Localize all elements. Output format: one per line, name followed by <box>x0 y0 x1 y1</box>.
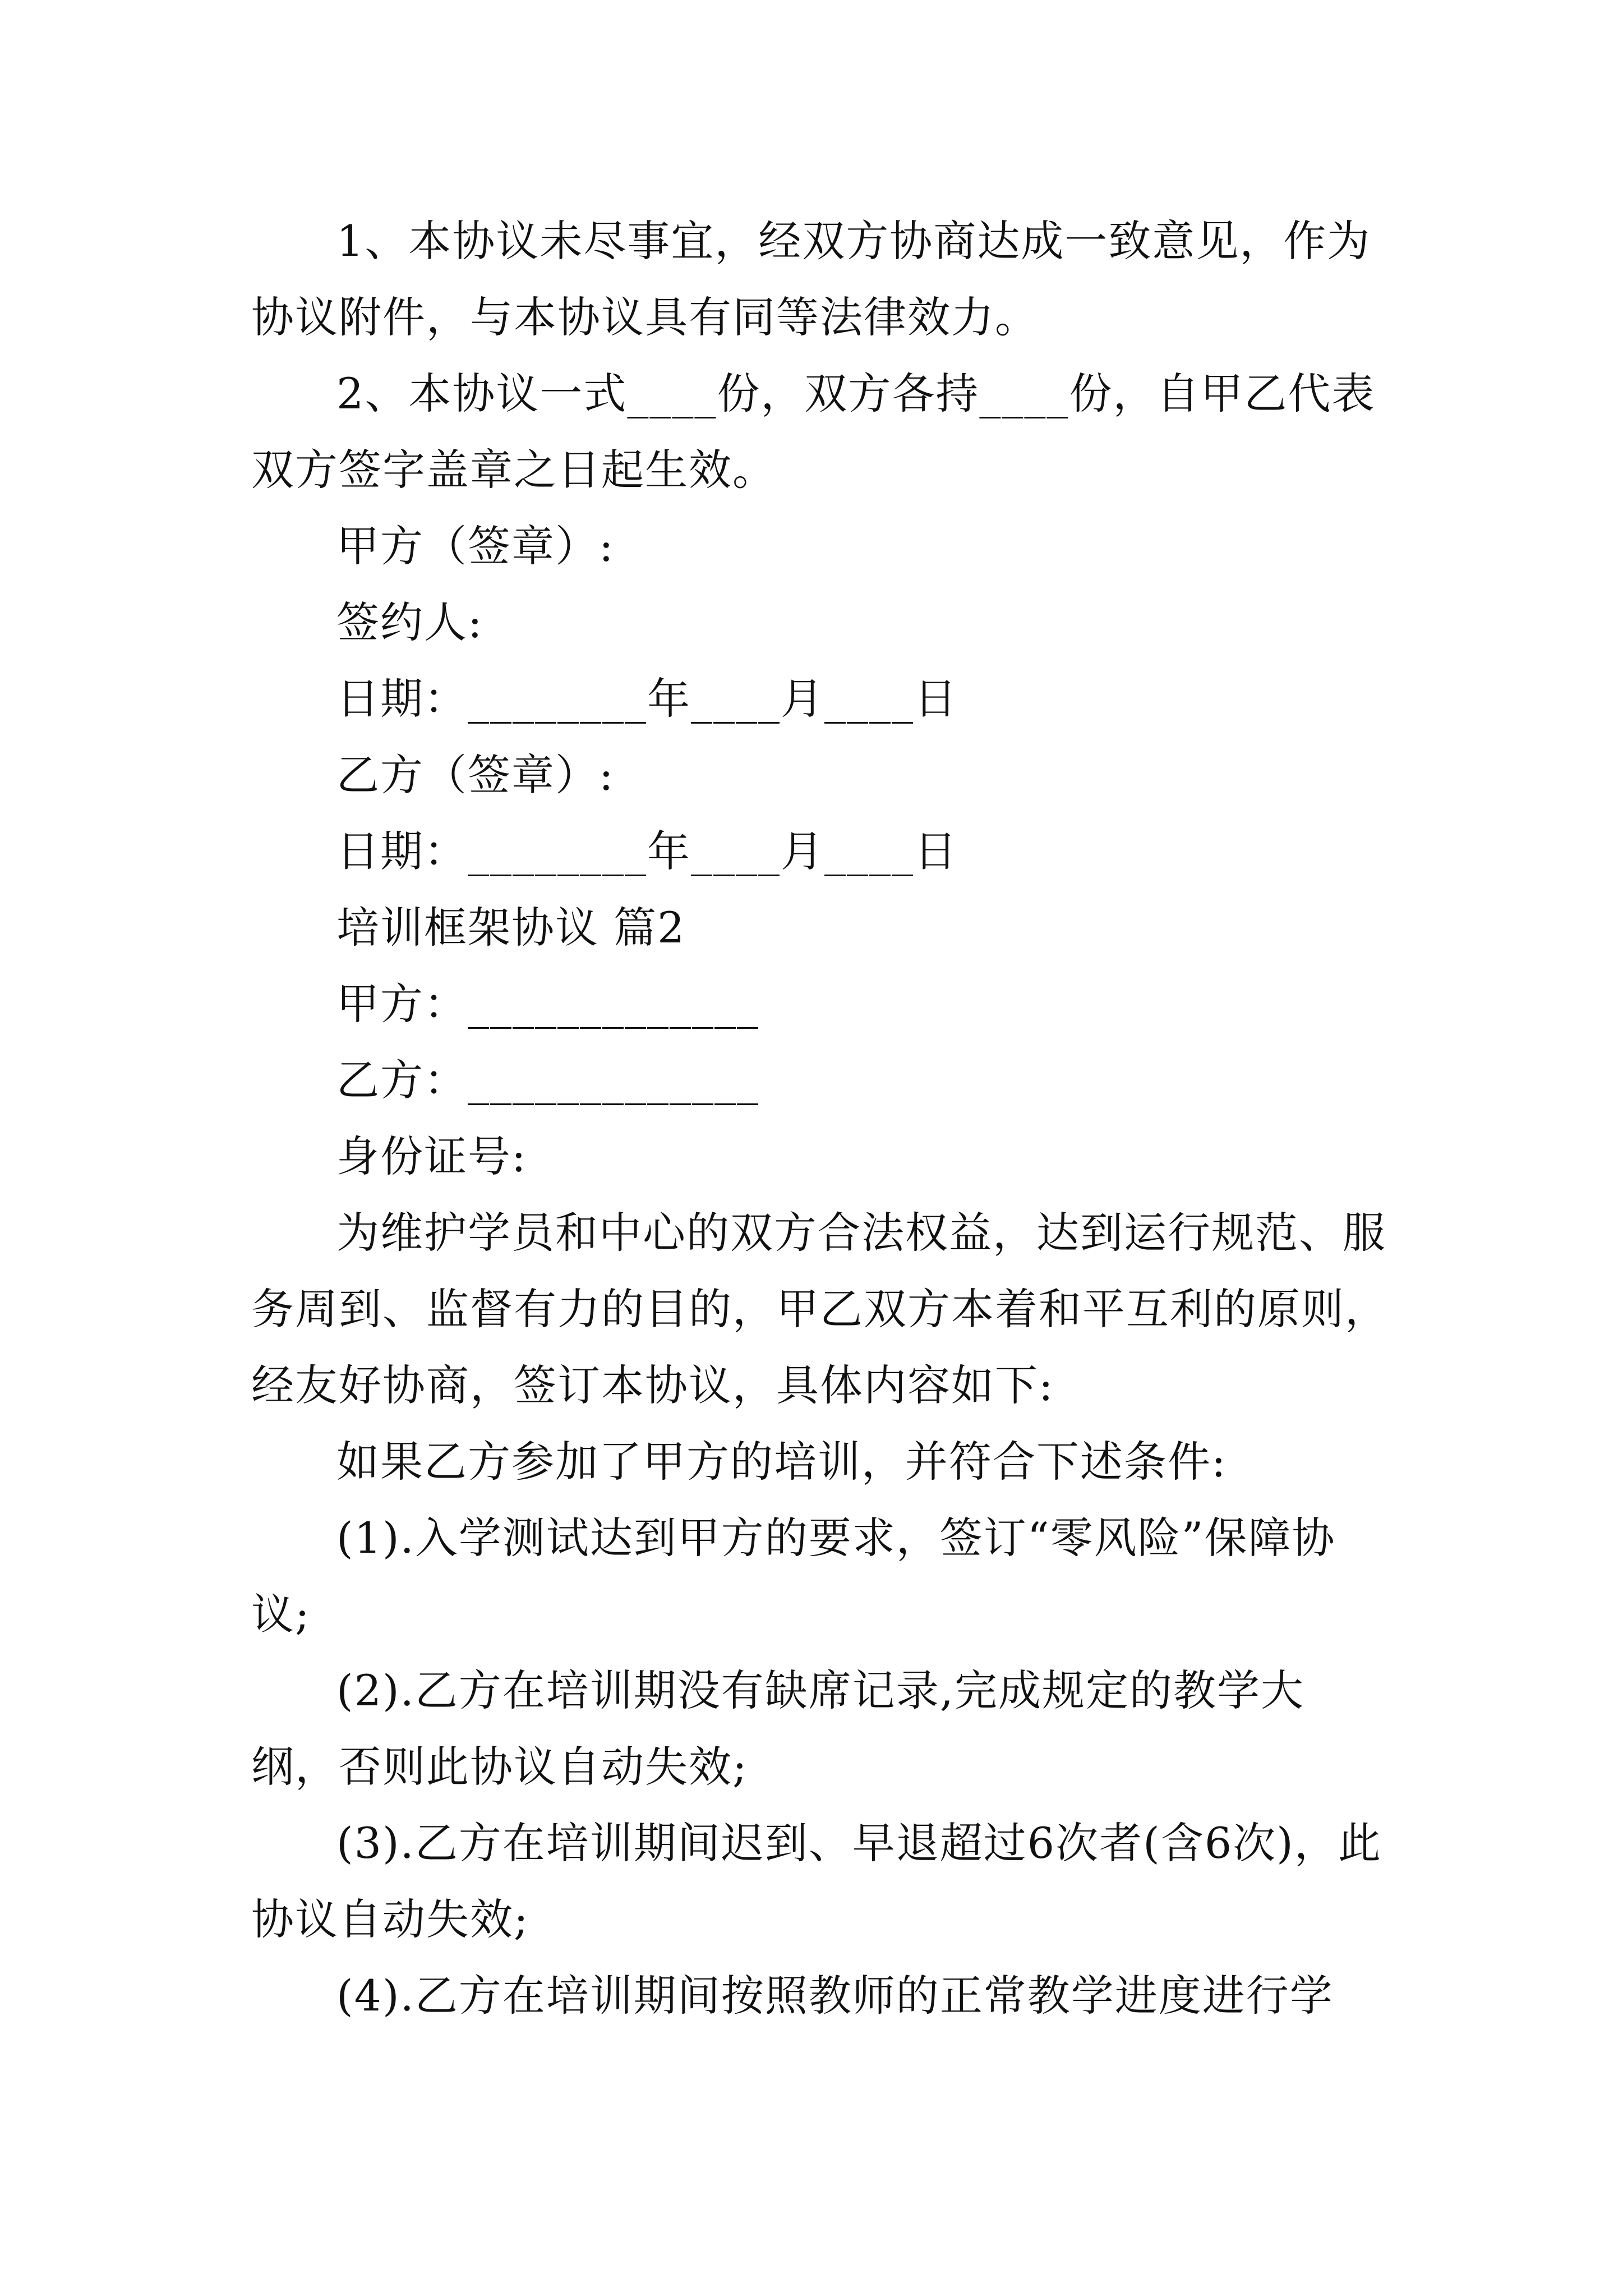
id-number-line: 身份证号: <box>336 1131 527 1181</box>
section-heading: 培训框架协议 篇2 <box>336 903 686 953</box>
party-b-line: 乙方：_____________ <box>336 1055 759 1105</box>
party-a-line: 甲方：_____________ <box>336 979 759 1029</box>
paragraph-preamble: 为维护学员和中心的双方合法权益，达到运行规范、服务周到、监督有力的目的，甲乙双方本着和平互利的原则，经友好协商，签订本协议，具体内容如下: <box>251 1208 1389 1410</box>
condition-item-3: (3).乙方在培训期间迟到、早退超过6次者(含6次)，此协议自动失效; <box>251 1818 1382 1944</box>
paragraph-conditions-intro: 如果乙方参加了甲方的培训，并符合下述条件: <box>336 1437 1227 1487</box>
signatory-line: 签约人: <box>336 597 483 647</box>
paragraph-clause-2: 2、本协议一式____份，双方各持____份，自甲乙代表双方签字盖章之日起生效。 <box>251 369 1376 495</box>
condition-item-4: (4).乙方在培训期间按照教师的正常教学进度进行学 <box>336 1971 1334 2021</box>
party-b-signature-line: 乙方（签章）: <box>336 750 615 800</box>
condition-item-2: (2).乙方在培训期没有缺席记录,完成规定的教学大纲，否则此协议自动失效; <box>251 1665 1304 1792</box>
document-body <box>251 203 1391 2034</box>
condition-item-1: (1).入学测试达到甲方的要求，签订“零风险”保障协议; <box>251 1513 1336 1639</box>
date-line-b: 日期：________年____月____日 <box>336 826 958 876</box>
party-a-signature-line: 甲方（签章）: <box>336 521 615 571</box>
date-line-a: 日期：________年____月____日 <box>336 674 958 724</box>
paragraph-clause-1: 1、本协议未尽事宜，经双方协商达成一致意见，作为协议附件，与本协议具有同等法律效力。 <box>251 216 1371 342</box>
